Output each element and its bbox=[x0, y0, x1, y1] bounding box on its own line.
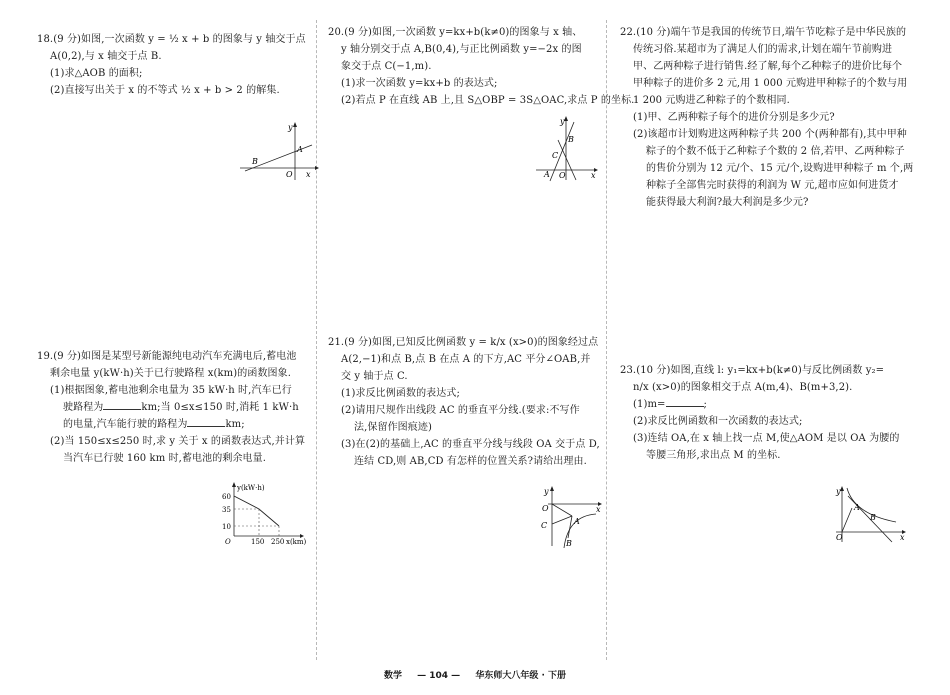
q20-point-a: A bbox=[544, 170, 550, 179]
q22-line: 的售价分别为 12 元/个、15 元/个,设购进甲种粽子 m 个,两 bbox=[646, 163, 914, 174]
question-23 bbox=[620, 362, 899, 464]
footer-page-number: — 104 — bbox=[417, 671, 461, 681]
q19-xtick: 250 bbox=[271, 538, 285, 546]
q19-xlabel: x(km) bbox=[286, 538, 307, 546]
q20-figure bbox=[536, 116, 600, 186]
q19-line bbox=[37, 416, 305, 433]
answer-blank-m bbox=[666, 396, 704, 407]
page-footer bbox=[0, 668, 950, 681]
question-22 bbox=[620, 24, 913, 211]
q21-line: A(2,−1)和点 B,点 B 在点 A 的下方,AC 平分∠OAB,并 bbox=[341, 354, 591, 365]
q22-line: 种粽子全部售完时获得的利润为 W 元,超市应如何进货才 bbox=[646, 180, 899, 191]
q19-line: 19.(9 分)如图是某型号新能源纯电动汽车充满电后,蓄电池 bbox=[37, 351, 297, 362]
q18-origin: O bbox=[286, 170, 293, 179]
q23-origin: O bbox=[836, 533, 843, 542]
q19-text: 驶路程为 bbox=[63, 402, 104, 413]
q21-axis-y: y bbox=[544, 487, 549, 496]
q18-line: 18.(9 分)如图,一次函数 y = ½ x + b 的图象与 y 轴交于点 bbox=[37, 34, 306, 45]
q22-line: 甲、乙两种粽子进行销售.经了解,每个乙种粽子的进价比每个 bbox=[633, 61, 903, 72]
q20-point-b: B bbox=[568, 135, 574, 144]
q20-axis-y: y bbox=[560, 117, 565, 126]
q23-text: (1)m= bbox=[633, 399, 666, 410]
q19-text: 的电量,汽车能行驶的路程为 bbox=[63, 419, 188, 430]
q19-ytick: 35 bbox=[222, 506, 231, 514]
footer-book: 华东师大八年级 · 下册 bbox=[475, 671, 567, 681]
q20-line: y 轴分别交于点 A,B(0,4),与正比例函数 y=−2x 的图 bbox=[341, 44, 582, 55]
q19-text: km; bbox=[225, 419, 245, 430]
q21-point-a: A bbox=[574, 517, 580, 526]
q19-line: 剩余电量 y(kW·h)关于已行驶路程 x(km)的函数图象. bbox=[50, 368, 292, 379]
q19-ytick: 60 bbox=[222, 493, 231, 501]
q21-figure bbox=[538, 486, 602, 554]
q20-point-c: C bbox=[552, 151, 559, 160]
q19-text: km;当 0≤x≤150 时,消耗 1 kW·h bbox=[141, 402, 299, 413]
q23-point-a: A bbox=[854, 503, 860, 512]
q18-axis-x: x bbox=[306, 170, 311, 179]
question-19 bbox=[37, 348, 305, 467]
q20-axis-x: x bbox=[591, 171, 596, 180]
q19-ylabel: y(kW·h) bbox=[237, 484, 265, 492]
q21-line: 交 y 轴于点 C. bbox=[341, 371, 408, 382]
column-divider-2 bbox=[606, 20, 607, 660]
q18-line: (1)求△AOB 的面积; bbox=[50, 68, 143, 79]
q18-point-a: A bbox=[297, 145, 303, 154]
q19-line: 当汽车已行驶 160 km 时,蓄电池的剩余电量. bbox=[63, 453, 267, 464]
q22-line: (2)该超市计划购进这两种粽子共 200 个(两种都有),其中甲种 bbox=[633, 129, 907, 140]
q23-text: ; bbox=[703, 399, 708, 410]
q23-line: (2)求反比例函数和一次函数的表达式; bbox=[633, 416, 803, 427]
answer-blank-1 bbox=[103, 399, 141, 410]
q22-line: 能获得最大利润?最大利润是多少元? bbox=[646, 197, 809, 208]
q18-line: A(0,2),与 x 轴交于点 B. bbox=[50, 51, 162, 62]
q23-line bbox=[620, 396, 899, 413]
q19-origin: O bbox=[225, 538, 231, 546]
q23-line: 等腰三角形,求出点 M 的坐标. bbox=[646, 450, 781, 461]
q21-line: (1)求反比例函数的表达式; bbox=[341, 388, 460, 399]
q18-axis-y: y bbox=[288, 123, 293, 132]
q21-point-c: C bbox=[541, 521, 548, 530]
q22-line: 传统习俗.某超市为了满足人们的需求,计划在端午节前购进 bbox=[633, 44, 893, 55]
q20-line: 20.(9 分)如图,一次函数 y=kx+b(k≠0)的图象与 x 轴、 bbox=[328, 27, 583, 38]
q21-point-b: B bbox=[566, 539, 572, 548]
q21-axis-x: x bbox=[596, 505, 601, 514]
q23-figure bbox=[836, 486, 908, 548]
q19-line: (2)当 150≤x≤250 时,求 y 关于 x 的函数表达式,并计算 bbox=[50, 436, 306, 447]
q23-axis-x: x bbox=[900, 533, 905, 542]
q23-line: (3)连结 OA,在 x 轴上找一点 M,使△AOM 是以 OA 为腰的 bbox=[633, 433, 900, 444]
q23-line: n/x (x>0)的图象相交于点 A(m,4)、B(m+3,2). bbox=[633, 382, 853, 393]
q23-point-b: B bbox=[870, 513, 876, 522]
q22-line: 22.(10 分)端午节是我国的传统节日,端午节吃粽子是中华民族的 bbox=[620, 27, 907, 38]
q21-line: 21.(9 分)如图,已知反比例函数 y = k/x (x>0)的图象经过点 bbox=[328, 337, 599, 348]
q19-line bbox=[37, 399, 305, 416]
q21-origin: O bbox=[542, 504, 549, 513]
q22-line: 粽子的个数不低于乙种粽子个数的 2 倍,若甲、乙两种粽子 bbox=[646, 146, 905, 157]
q20-line: (1)求一次函数 y=kx+b 的表达式; bbox=[341, 78, 498, 89]
q18-figure bbox=[240, 122, 320, 186]
answer-blank-2 bbox=[187, 416, 225, 427]
footer-subject: 数学 bbox=[383, 671, 402, 681]
question-18 bbox=[37, 31, 306, 99]
q21-line: 连结 CD,则 AB,CD 有怎样的位置关系?请给出理由. bbox=[354, 456, 587, 467]
question-21 bbox=[328, 334, 600, 470]
question-20 bbox=[328, 24, 634, 109]
q18-line: (2)直接写出关于 x 的不等式 ½ x + b > 2 的解集. bbox=[50, 85, 280, 96]
q20-line: 象交于点 C(−1,m). bbox=[341, 61, 432, 72]
q20-line: (2)若点 P 在直线 AB 上,且 S△OBP = 3S△OAC,求点 P 的坐标. bbox=[341, 95, 635, 106]
q23-line: 23.(10 分)如图,直线 l: y₁=kx+b(k≠0)与反比例函数 y₂= bbox=[620, 365, 885, 376]
column-divider-1 bbox=[316, 20, 317, 660]
q22-line: (1)甲、乙两种粽子每个的进价分别是多少元? bbox=[633, 112, 835, 123]
q22-line: 甲种粽子的进价多 2 元,用 1 000 元购进甲种粽子的个数与用 bbox=[633, 78, 908, 89]
q23-axis-y: y bbox=[836, 487, 841, 496]
q19-xtick: 150 bbox=[251, 538, 265, 546]
q19-figure bbox=[220, 480, 320, 552]
q21-line: (3)在(2)的基础上,AC 的垂直平分线与线段 OA 交于点 D, bbox=[341, 439, 600, 450]
q21-line: 法,保留作图痕迹) bbox=[354, 422, 432, 433]
q21-line: (2)请用尺规作出线段 AC 的垂直平分线.(要求:不写作 bbox=[341, 405, 580, 416]
q22-line: 1 200 元购进乙种粽子的个数相同. bbox=[633, 95, 790, 106]
q20-origin: O bbox=[559, 171, 566, 180]
q19-ytick: 10 bbox=[222, 523, 231, 531]
q19-line: (1)根据图象,蓄电池剩余电量为 35 kW·h 时,汽车已行 bbox=[50, 385, 292, 396]
q18-point-b: B bbox=[252, 157, 258, 166]
